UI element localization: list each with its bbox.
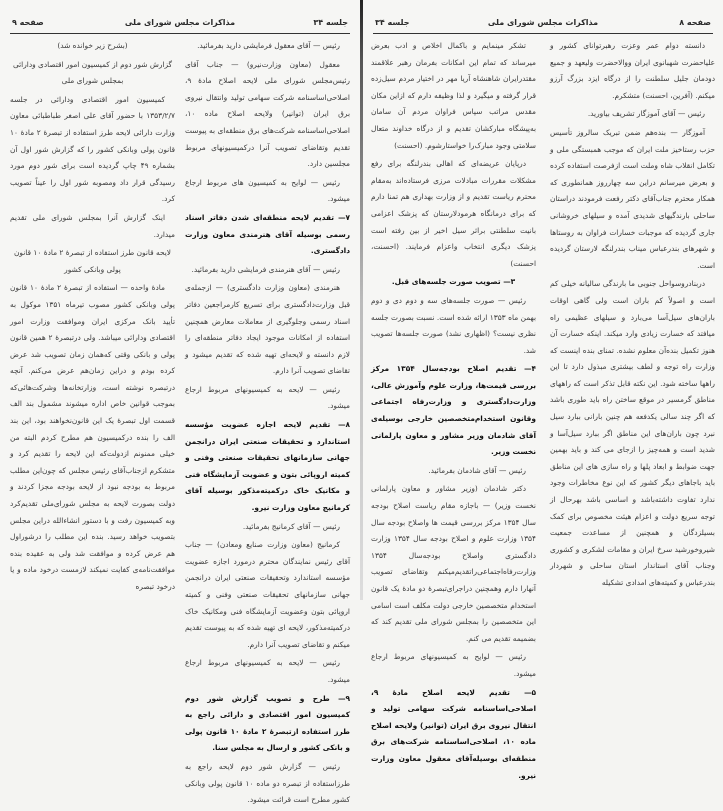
session-number: جلسه ۳۴ <box>313 18 348 27</box>
paragraph: کرمانیج (معاون وزارت صنایع ومعادن) — جناب آقای رئیس نمایندگان محترم درمورد اجازه عضویت مؤسسه استاندارد وتحقیقات صنعتی ایران درانجمن جهانی سازمانهای تحقیقات صنعتی وفنی و کمیته اروپائی بتون وعضویت آزمایشگاه فنی ومکانیک خاک درکمیته‌مذکور، لایحه ای تهیه شده که به پیوست تقدیم میکنم و تقاضای تصویب آنرا دارم. <box>185 540 350 649</box>
paragraph: رئیس — لایحه به کمیسیونهای مربوط ارجاع میشود. <box>185 658 350 684</box>
section-heading: ۳— تصویب صورت جلسه‌های قبل. <box>391 277 516 287</box>
paragraph: رئیس — لایحه به کمیسیونهای مربوط ارجاع میشود. <box>185 384 350 411</box>
paragraph: مادهٔ واحده — استفاده از تبصرهٔ ۲ مادهٔ ۱۰ قانون پولی وبانکی کشور مصوب تیرماه ۱۳۵۱ موکول به تأیید بانک مرکزی ایران وموافقت وزارت امور اقتصادی ودارائی میباشد. ولی درتبصرهٔ ۲ همین قانون پولی و بانکی وقتی که‌همان زمان تصویب شد عرض کرده بودم و دراین زمان‌هم عرض می‌کنم. آنچه درتبصره نوشته است، وزارتخانه‌ها وشرکت‌هائی‌که بموجب قوانین خاص اداره میشوند مشمول بند الف قسمت اول تبصرهٔ یک این قانون‌نخواهند بود، این بند الف را بنده درکمیسیون هم مطرح کردم البته من خیلی ممنونم ازدولت‌که این لایحه را تقدیم کرد و متشکرم ازجناب‌آقای رئیس مجلس که چون‌این مطلب مربوط به بودجه نبود از لایحه بودجه مجزا کردند و دولت بصورت لایحه به مجلس شورای‌ملی تقدیم‌کرد وبه کمیسیون رفت و با دستور انشاءالله دراین مجلس بتصویب خواهد رسید. بنده این مطلب را درشوراول هم عرض کرده و موافقت شد ولی به عقیده بنده موافقت‌نامه‌ی کفایت نمیکند لازمست درخود ماده و یا درخود تبصره <box>10 283 175 591</box>
text-column-left <box>371 38 536 786</box>
right-page <box>363 0 723 780</box>
paragraph: اینک گزارش آنرا بمجلس شورای ملی تقدیم میدارد. <box>10 212 175 239</box>
paragraph: تشکر مینمایم و باکمال اخلاص و ادب بعرض میرساند که تمام این امکانات بفرمان رهبر علاقمند مقتدرایران شاهنشاه آریا مهر در اختیار مردم سیل‌زده قرار گرفته و میگیرد و لذا وظیفه دارم که ازاین مکان مقدس مراتب سپاس فراوان مردم آن سامان به‌پیشگاه مبارکشان تقدیم و از درگاه خداوند متعال سلامتی وجود مبارک‌را خواستارشوم. (احسنت) <box>371 41 536 150</box>
session-number: جلسه ۳۴ <box>375 18 410 27</box>
text-column-left <box>10 38 175 598</box>
paragraph: معقول (معاون وزارت‌نیرو) — جناب آقای رئیس‌مجلس شورای ملی لایحه اصلاح مادهٔ ۹، اصلاحی‌اساسنامه شرکت سهامی تولید وانتقال نیروی برق ایران (توانیر) ولایحه اصلاح ماده ۱۰، اصلاحی‌اساسنامه شرکت‌های برق منطقه‌ای به پیوست تقدیم وتقاضای تصویب آنرا درکمیسیونهای مربوط مجلسین دارد. <box>185 59 350 169</box>
publication-title: مذاکرات مجلس شورای ملی <box>487 18 599 27</box>
paragraph: رئیس — آقای آموزگار تشریف بیاورید. <box>587 109 705 119</box>
header-rule <box>10 33 350 34</box>
section-heading: ۴— تقدیم اصلاح بودجه‌سال ۱۳۵۴ مرکز بررسی قیمت‌ها، وزارت علوم وآموزش عالی، وزارت‌دادگستری و وزارت‌رفاه اجتماعی وقانون استخدام‌متخصصین خارجی بوسیله‌ی آقای شادمان وزیر مشاور و معاون پارلمانی نخست وزیر. <box>371 364 536 457</box>
paragraph: رئیس — لوایح به کمیسیونهای مربوط ارجاع میشود. <box>371 652 536 678</box>
paragraph: رئیس — آقای شادمان بفرمائید. <box>428 465 526 475</box>
paragraph: رئیس — آقای کرمانیج بفرمائید. <box>242 521 340 531</box>
section-heading: ۹— طرح و تصویب گزارش شور دوم کمیسیون امور اقتصادی و دارائی راجع به طرز استفاده ازتبصرهٔ ۲ مادهٔ ۱۰ قانون پولی و بانکی کشور و ارسال به مجلس سنا. <box>185 693 351 753</box>
publication-title: مذاکرات مجلس شورای ملی <box>124 18 236 27</box>
header-rule <box>373 33 713 34</box>
paragraph: هنرمندی (معاون وزارت دادگستری) — ازجمله‌ی قبل وزارت‌دادگستری برای تسریع کارمراجعین دفاتر اسناد رسمی وجلوگیری از معاملات معارض همچنین استفاده از امکانات موجود ایجاد دفاتر منطقه‌ای را لازم دانسته و لایحه‌ای تهیه شده که تقدیم میشود و تقاضای تصویب آنرا دارم. <box>185 283 350 376</box>
paragraph: کمیسیون امور اقتصادی ودارائی در جلسه ۱۳۵۳/۲/۷ با حضور آقای علی اصغر طباطبائی معاون وزارت دارائی لایحه طرز استفاده از تبصرهٔ ۲ مادهٔ ۱۰ قانون پولی وبانکی کشور را که گزارش شور اول آن بشماره ۴۹ چاپ گردیده است برای شور دوم مورد رسیدگی قرار داد ومصوبه شور اول را عیناً تصویب کرد. <box>10 94 176 204</box>
page-number: صفحه ۹ <box>12 18 44 27</box>
left-page <box>0 0 360 805</box>
paragraph: آموزگار — بنده‌هم ضمن تبریک سالروز تأسیس حزب رستاخیز ملت ایران که موجب همبستگی ملی و تکامل انقلاب شاه وملت است ازفرصت استفاده کرده و بعرض میرسانم دراین سه چهارروز همانطوری که همکار محترم جناب‌آقای دکتر رفعت فرمودند دراستان ساحلی بارندگیهای شدیدی آمده و سیلهای خروشانی جاری گردیده که موجبات خسارات فراوان به روستاها و شهرهای بندرعباس میناب بندرلنگه لارستان گردیده است. <box>550 127 715 270</box>
paragraph: رئیس — لوایح به کمیسیون های مربوط ارجاع میشود. <box>185 177 350 204</box>
section-heading: ۸— تقدیم لایحه اجازه عضویت مؤسسه استاندارد و تحقیقات صنعتی ایران درانجمن جهانی سازمانهای تحقیقات صنعتی وفنی و کمیته اروپائی بتون و عضویت آزمایشگاه فنی و مکانیک خاک درکمیته‌مذکور بوسیله آقای کرمانیج معاون وزارت نیرو. <box>185 420 350 513</box>
paragraph: (بشرح زیر خوانده شد) <box>57 41 128 50</box>
paragraph: گزارش شور دوم از کمیسیون امور اقتصادی ودارائی بمجلس شورای ملی <box>12 59 173 86</box>
paragraph: رئیس — صورت جلسه‌های سه و دوم دی و دوم بهمن ماه ۱۳۵۳ ارائه شده است. نسبت بصورت جلسه نظری نیست؟ (اظهاری نشد) صورت جلسه‌ها تصویب شد. <box>371 295 536 355</box>
paragraph: درپایان عریضه‌ای که اهالی بندرلنگه برای رفع مشکلات مقررات مبادلات مرزی فرستاده‌اند به‌مقام محترم ریاست تقدیم و از وزارت بهداری هم تمنا دارم که برای درمانگاه هرمودلارستان که پزشک اعزامی بانیت سلطنتی براثر سیل اخیر از بین رفته است پزشک دیگری انتخاب واعزام فرمایند. (احسنت، احسنت) <box>371 159 536 268</box>
text-column-right <box>550 38 715 594</box>
paragraph: لایحه قانون طرز استفاده از تبصرهٔ ۲ مادهٔ ۱۰ قانون پولی وبانکی کشور <box>13 248 172 274</box>
page-number: صفحه ۸ <box>679 18 711 27</box>
paragraph: دکتر شادمان (وزیر مشاور و معاون پارلمانی نخست وزیر) — باجازه مقام ریاست اصلاح بودجه سال ۱۳۵۴ مرکز بررسی قیمت ها واصلاح بودجه سال ۱۳۵۴ وزارت علوم و اصلاح بودجه سال ۱۳۵۴ وزارت دادگستری واصلاح بودجه‌سال ۱۳۵۴ وزارت‌رفاه‌اجتماعی‌راتقدیم‌میکنم وتقاضای تصویب آنهارا دارم وهمچنین دراجرای‌تبصرهٔ دو مادهٔ یک قانون استخدام متخصصین خارجی دولت مکلف است اسامی این متخصصین را بمجلس شورای ملی تقدیم کند که بضمیمه تقدیم می کنم. <box>371 484 536 643</box>
page-header <box>10 18 350 32</box>
paragraph: رئیس — گزارش شور دوم لایحه راجع به طرزاستفاده از تبصره دو ماده ۱۰ قانون پولی وبانکی کشور مطرح است قرائت میشود. <box>185 761 350 805</box>
page-header <box>373 18 713 32</box>
paragraph: دربنادروسواحل جنوبی ما بارندگی سالیانه خیلی کم است و اصولاً کم باران است ولی گاهی اوقات باران‌های سیل‌آسا می‌بارد و سیلهای عظیمی راه میافتد که خسارت زیادی وارد میکند. اینکه خسارت آن هنوز تکمیل بنده‌آن معلوم نشده. تمنای بنده اینست که وزارت راه توجه و لطف بیشتری مبذول دارد تا این راهها ساخته شود. این نکته قابل تذکر است که راههای مناطق گرمسیر در موقع ساختن راه باید طوری باشد که اگر چند سالی یکدفعه هم چنین بارانی ببارد سیل نبرد چون باران‌های این مناطق اگر ببارد سیل‌آسا و شدید است و همه‌چیز را ازجای می کند و باید بهمین جهت ضوابط و ابعاد پلها و راه سازی های این مناطق باید باجاهای دیگر کشور که این نوع مخاطرات وجود ندارد تفاوت داشته‌باشد و اساسی باشد بهرحال از توجه سریع دولت و اعزام هیئت مخصوص برای کمک بسیلزدگان و همچنین از مساعدت جمعیت شیروخورشید سرخ ایران و مقامات لشکری و کشوری وجناب آقای استاندار استان ساحلی و شهردار بندرعباس و کمیته‌های امدادی تشکیله <box>550 279 715 587</box>
section-heading: ۷— تقدیم لایحه منطقه‌ای شدن دفاتر اسناد رسمی بوسیله آقای هنرمندی معاون وزارت دادگستری. <box>185 212 350 256</box>
text-column-right <box>185 38 350 811</box>
paragraph: رئیس — آقای هنرمندی فرمایشی دارید بفرمائید. <box>191 264 340 274</box>
paragraph: رئیس — آقای معقول فرمایشی دارید بفرمائید. <box>197 41 340 50</box>
paragraph: دانسته دوام عمر وعزت رهبرتوانای کشور و علیاحضرت شهبانوی ایران ووالاحضرت ولیعهد و جمیع دودمان جلیل سلطنت را از درگاه ایزد بزرگ آرزو میکنم. (آفرین، احسنت) متشکرم. <box>550 41 715 100</box>
section-heading: ۵— تقدیم لایحه اصلاح مادهٔ ۹، اصلاحی‌اساسنامه شرکت سهامی تولید و انتقال نیروی برق ایران (توانیر) ولایحه اصلاح ماده ۱۰، اصلاحی‌اساسنامه شرکت‌های برق منطقه‌ای بوسیله‌آقای معقول معاون وزارت نیرو. <box>371 687 536 780</box>
